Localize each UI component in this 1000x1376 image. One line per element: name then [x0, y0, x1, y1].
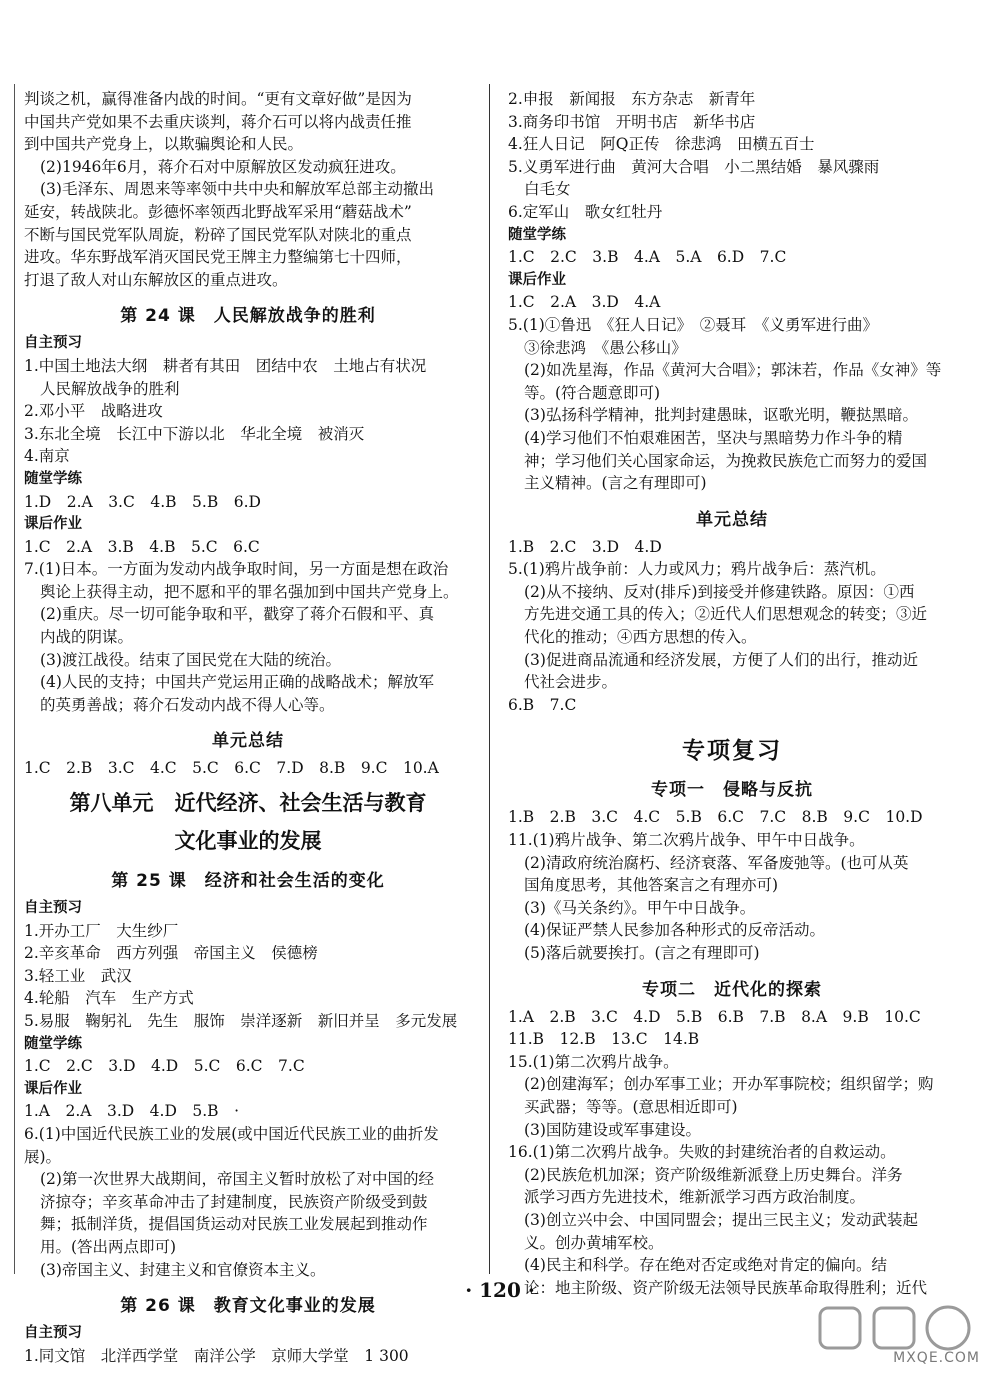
answer-line: (3)帝国主义、封建主义和官僚资本主义。	[40, 1260, 326, 1279]
answer-line: (2)如冼星海，作品《黄河大合唱》；郭沫若，作品《女神》等	[524, 361, 942, 380]
answer-line: 1.B 2.B 3.C 4.C 5.B 6.C 7.C 8.B 9.C 10.D	[508, 808, 923, 827]
answer-line: 1.开办工厂 大生纱厂	[24, 921, 179, 940]
answer-line: 1.C 2.A 3.D 4.A	[508, 293, 661, 312]
answer-line: 1.C 2.C 3.B 4.A 5.A 6.D 7.C	[508, 248, 787, 267]
answer-line: 的英勇善战；蒋介石发动内战不得人心等。	[40, 695, 335, 714]
lesson-title: 专项二 近代化的探索	[642, 979, 822, 1000]
lesson-title: 第 24 课 人民解放战争的胜利	[120, 306, 376, 327]
answer-line: 用。(答出两点即可)	[40, 1237, 177, 1256]
answer-line: 1.中国土地法大纲 耕者有其田 团结中农 土地占有状况	[24, 356, 427, 375]
answer-line: 中国共产党如果不去重庆谈判，蒋介石可以将内战责任推	[24, 112, 412, 131]
answer-line: (2)从不接纳、反对(排斥)到接受并修建铁路。原因：①西	[524, 582, 915, 601]
answer-line: 11.(1)鸦片战争、第二次鸦片战争、甲午中日战争。	[508, 831, 865, 850]
answer-line: (4)人民的支持；中国共产党运用正确的战略战术；解放军	[40, 673, 434, 692]
answer-line: (5)落后就要挨打。(言之有理即可)	[524, 944, 760, 962]
answer-line: 3.东北全境 长江中下游以北 华北全境 被消灭	[24, 424, 365, 443]
answer-line: 论：地主阶级、资产阶级无法领导民族革命取得胜利；近代	[524, 1278, 928, 1297]
left-margin-rule	[14, 84, 15, 1274]
answer-line: 白毛女	[524, 180, 571, 199]
answer-line: 代社会进步。	[524, 673, 618, 692]
answer-line: (2)1946年6月，蒋介石对中原解放区发动疯狂进攻。	[40, 157, 406, 176]
answer-line: (3)弘扬科学精神，批判封建愚昧，讴歌光明，鞭挞黑暗。	[524, 406, 918, 425]
answer-line: 等。(符合题意即可)	[524, 383, 661, 402]
answer-line: (3)《马关条约》。甲午中日战争。	[524, 898, 756, 917]
answer-line: 3.轻工业 武汉	[24, 966, 132, 985]
answer-line: 2.邓小平 战略进攻	[24, 402, 163, 421]
section-heading: 课后作业	[508, 271, 566, 288]
answer-line: 6.定军山 歌女红牡丹	[508, 202, 663, 221]
answer-line: 进攻。华东野战军消灭国民党王牌主力整编第七十四师，	[24, 248, 412, 267]
answer-line: 方先进交通工具的传入；②近代人们思想观念的转变；③近	[524, 605, 928, 624]
lesson-title: 单元总结	[696, 509, 768, 530]
answer-line: 15.(1)第二次鸦片战争。	[508, 1052, 679, 1071]
answer-line: 不断与国民党军队周旋，粉碎了国民党军队对陕北的重点	[24, 225, 412, 244]
section-heading: 课后作业	[24, 516, 82, 533]
section-heading: 自主预习	[24, 900, 82, 917]
section-heading: 自主预习	[24, 1325, 82, 1342]
answer-line: 1.A 2.B 3.C 4.D 5.B 6.B 7.B 8.A 9.B 10.C	[508, 1007, 921, 1026]
answer-line: 神；学习他们关心国家命运，为挽救民族危亡而努力的爱国	[524, 451, 928, 470]
page-number: · 120 ·	[465, 1278, 535, 1302]
answer-line: 5.义勇军进行曲 黄河大合唱 小二黑结婚 暴风骤雨	[508, 157, 880, 176]
answer-line: 代化的推动；④西方思想的传入。	[524, 628, 757, 647]
answer-line: 1.同文馆 北洋西学堂 南洋公学 京师大学堂 1 300	[24, 1346, 409, 1365]
answer-line: (4)民主和科学。存在绝对否定或绝对肯定的偏向。结	[524, 1256, 887, 1275]
answer-line: 4.南京	[24, 447, 70, 466]
answer-line: (2)清政府统治腐朽、经济衰落、军备废弛等。(也可从英	[524, 853, 909, 872]
answer-line: ③徐悲鸿 《愚公移山》	[524, 338, 687, 357]
section-heading: 随堂学练	[24, 1035, 82, 1052]
section-heading: 自主预习	[24, 335, 82, 352]
answer-line: 打退了敌人对山东解放区的重点进攻。	[24, 270, 288, 289]
answer-line: (3)渡江战役。结束了国民党在大陆的统治。	[40, 650, 341, 669]
answer-line: 内战的阴谋。	[40, 628, 134, 647]
watermark-url: MXQE.COM	[893, 1350, 980, 1366]
answer-line: 义。创办黄埔军校。	[524, 1233, 664, 1252]
answer-line: (4)保证严禁人民参加各种形式的反帝活动。	[524, 921, 825, 940]
answer-line: 1.C 2.A 3.B 4.B 5.C 6.C	[24, 537, 260, 556]
answer-line: (2)创建海军；创办军事工业；开办军事院校；组织留学；购	[524, 1075, 934, 1094]
answer-line: 11.B 12.B 13.C 14.B	[508, 1030, 700, 1049]
answer-line: 2.申报 新闻报 东方杂志 新青年	[508, 90, 756, 108]
answer-line: 国角度思考，其他答案言之有理亦可)	[524, 876, 779, 895]
answer-line: 4.狂人日记 阿Q正传 徐悲鸿 田横五百士	[508, 135, 815, 154]
answer-line: 2.辛亥革命 西方列强 帝国主义 侯德榜	[24, 944, 318, 963]
answer-line: 延安，转战陕北。彭德怀率领西北野战军采用“蘑菇战术”	[24, 202, 412, 221]
answer-line: 5.(1)①鲁迅 《狂人日记》 ②聂耳 《义勇军进行曲》	[508, 315, 878, 334]
left-column	[24, 88, 472, 1367]
answer-line: (3)促进商品流通和经济发展，方便了人们的出行，推动近	[524, 650, 918, 669]
answer-line: 1.D 2.A 3.C 4.B 5.B 6.D	[24, 492, 261, 511]
answer-line: 4.轮船 汽车 生产方式	[24, 989, 194, 1008]
answer-line: (3)创立兴中会、中国同盟会；提出三民主义；发动武装起	[524, 1210, 918, 1229]
section-heading: 随堂学练	[508, 226, 566, 243]
answer-line: 1.A 2.A 3.D 4.D 5.B ·	[24, 1102, 240, 1121]
answer-line: 买武器；等等。(意思相近即可)	[524, 1097, 738, 1116]
answer-line: (4)学习他们不怕艰难困苦，坚决与黑暗势力作斗争的精	[524, 428, 903, 447]
answer-line: 舞；抵制洋货，提倡国货运动对民族工业发展起到推动作	[40, 1215, 428, 1234]
answer-line: 到中国共产党身上，以欺骗舆论和人民。	[24, 135, 304, 154]
answer-line: 16.(1)第二次鸦片战争。失败的封建统治者的自救运动。	[508, 1143, 896, 1162]
answer-line: 1.B 2.C 3.D 4.D	[508, 537, 662, 556]
section-heading: 随堂学练	[24, 470, 82, 487]
answer-line: (2)重庆。尽一切可能争取和平，戳穿了蒋介石假和平、真	[40, 605, 434, 624]
right-column	[508, 88, 956, 1299]
answer-line: 1.C 2.B 3.C 4.C 5.C 6.C 7.D 8.B 9.C 10.A	[24, 759, 439, 778]
answer-line: 5.(1)鸦片战争前：人力或风力；鸦片战争后：蒸汽机。	[508, 560, 886, 579]
answer-line: (2)民族危机加深；资产阶级维新派登上历史舞台。洋务	[524, 1165, 903, 1184]
answer-line: 1.C 2.C 3.D 4.D 5.C 6.C 7.C	[24, 1057, 305, 1076]
unit-title: 第八单元 近代经济、社会生活与教育	[69, 791, 427, 816]
answer-line: 人民解放战争的胜利	[40, 379, 180, 398]
answer-line: (3)毛泽东、周恩来等率领中共中央和解放军总部主动撤出	[40, 180, 434, 199]
answer-line: 6.B 7.C	[508, 695, 577, 714]
lesson-title: 第 25 课 经济和社会生活的变化	[111, 871, 385, 892]
answer-line: 6.(1)中国近代民族工业的发展(或中国近代民族工业的曲折发展)。	[24, 1124, 439, 1166]
unit-title: 文化事业的发展	[174, 829, 322, 854]
column-divider	[489, 84, 490, 1274]
answer-line: 7.(1)日本。一方面为发动内战争取时间，另一方面是想在政治	[24, 560, 449, 579]
answer-line: 5.易服 鞠躬礼 先生 服饰 崇洋逐新 新旧并呈 多元发展	[24, 1012, 458, 1030]
answer-line: 济掠夺；辛亥革命冲击了封建制度，民族资产阶级受到鼓	[40, 1192, 428, 1211]
answer-line: 判谈之机，赢得准备内战的时间。“更有文章好做”是因为	[24, 90, 412, 108]
answer-line: 舆论上获得主动，把不愿和平的罪名强加到中国共产党身上。	[40, 582, 459, 601]
answer-line: 3.商务印书馆 开明书店 新华书店	[508, 112, 756, 131]
answer-line: (2)第一次世界大战期间，帝国主义暂时放松了对中国的经	[40, 1170, 434, 1189]
answer-line: 派学习西方先进技术，维新派学习西方政治制度。	[524, 1188, 866, 1207]
answer-line: 主义精神。(言之有理即可)	[524, 474, 707, 493]
review-title: 专项复习	[682, 738, 782, 765]
section-heading: 课后作业	[24, 1080, 82, 1097]
answer-line: (3)国防建设或军事建设。	[524, 1120, 701, 1139]
lesson-title: 专项一 侵略与反抗	[651, 780, 813, 801]
lesson-title: 单元总结	[212, 731, 284, 752]
lesson-title: 第 26 课 教育文化事业的发展	[120, 1296, 376, 1317]
